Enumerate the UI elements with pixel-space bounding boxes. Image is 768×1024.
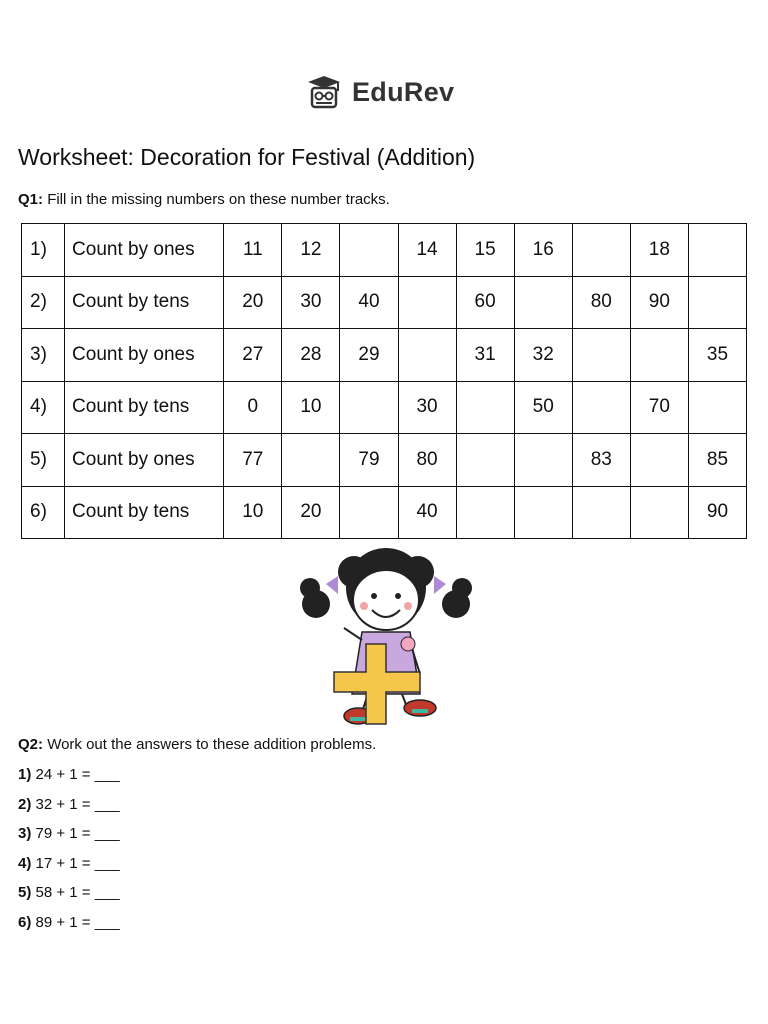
track-cell: 30 bbox=[282, 276, 340, 329]
track-row bbox=[22, 224, 747, 277]
track-cell: 29 bbox=[340, 329, 398, 382]
q2-label: Q2: bbox=[18, 736, 44, 753]
track-row-number: 2) bbox=[22, 276, 65, 329]
track-blank-cell bbox=[514, 276, 572, 329]
track-cell: 16 bbox=[514, 224, 572, 277]
track-cell: 20 bbox=[224, 276, 282, 329]
track-row bbox=[22, 329, 747, 382]
track-row-label: Count by ones bbox=[65, 329, 224, 382]
page-title: Worksheet: Decoration for Festival (Addition) bbox=[18, 144, 476, 170]
addition-problem bbox=[18, 913, 120, 943]
q1-instruction bbox=[18, 191, 390, 208]
track-row-label: Count by tens bbox=[65, 381, 224, 434]
track-cell: 83 bbox=[572, 434, 630, 487]
track-cell: 18 bbox=[630, 224, 688, 277]
problem-expression: 24 + 1 = ___ bbox=[35, 766, 120, 783]
track-blank-cell bbox=[688, 381, 746, 434]
q1-label: Q1: bbox=[18, 191, 44, 208]
problem-number: 2) bbox=[18, 795, 32, 813]
addition-problem bbox=[18, 824, 120, 854]
track-cell: 85 bbox=[688, 434, 746, 487]
q2-instruction bbox=[18, 736, 376, 753]
track-cell: 77 bbox=[224, 434, 282, 487]
track-cell: 40 bbox=[398, 486, 456, 539]
track-cell: 40 bbox=[340, 276, 398, 329]
q2-text: Work out the answers to these addition problems. bbox=[47, 736, 377, 753]
track-cell: 28 bbox=[282, 329, 340, 382]
track-cell: 0 bbox=[224, 381, 282, 434]
track-blank-cell bbox=[572, 329, 630, 382]
problem-expression: 17 + 1 = ___ bbox=[35, 854, 120, 872]
problem-number: 3) bbox=[18, 825, 32, 842]
track-cell: 50 bbox=[514, 381, 572, 434]
track-cell: 32 bbox=[514, 329, 572, 382]
track-row bbox=[22, 434, 747, 487]
problem-expression: 32 + 1 = ___ bbox=[35, 795, 120, 813]
track-cell: 35 bbox=[688, 329, 746, 382]
track-row-label: Count by ones bbox=[65, 224, 224, 277]
addition-problem bbox=[18, 765, 120, 795]
track-row-number: 1) bbox=[22, 224, 65, 277]
track-blank-cell bbox=[572, 486, 630, 539]
addition-problems-list bbox=[18, 765, 120, 942]
track-blank-cell bbox=[456, 486, 514, 539]
girl-with-plus-sign-illustration bbox=[296, 544, 476, 730]
track-cell: 12 bbox=[282, 224, 340, 277]
track-cell: 14 bbox=[398, 224, 456, 277]
brand-name: EduRev bbox=[352, 76, 455, 107]
track-blank-cell bbox=[456, 381, 514, 434]
q1-text: Fill in the missing numbers on these number tracks. bbox=[47, 191, 390, 208]
track-row-label: Count by tens bbox=[65, 486, 224, 539]
track-blank-cell bbox=[688, 224, 746, 277]
track-cell: 27 bbox=[224, 329, 282, 382]
number-tracks-table bbox=[21, 223, 747, 539]
addition-problem bbox=[18, 854, 120, 884]
track-blank-cell bbox=[514, 434, 572, 487]
track-blank-cell bbox=[398, 329, 456, 382]
track-blank-cell bbox=[340, 224, 398, 277]
track-row-label: Count by tens bbox=[65, 276, 224, 329]
problem-number: 6) bbox=[18, 913, 32, 931]
edurev-logo bbox=[304, 74, 454, 110]
track-row-number: 3) bbox=[22, 329, 65, 382]
addition-problem bbox=[18, 795, 120, 825]
track-row bbox=[22, 276, 747, 329]
track-cell: 10 bbox=[224, 486, 282, 539]
track-blank-cell bbox=[340, 486, 398, 539]
track-cell: 10 bbox=[282, 381, 340, 434]
track-blank-cell bbox=[630, 329, 688, 382]
graduation-cap-icon bbox=[304, 74, 344, 110]
track-blank-cell bbox=[282, 434, 340, 487]
track-cell: 80 bbox=[398, 434, 456, 487]
track-cell: 90 bbox=[688, 486, 746, 539]
track-row bbox=[22, 381, 747, 434]
problem-number: 5) bbox=[18, 884, 32, 901]
problem-number: 1) bbox=[18, 766, 32, 783]
track-cell: 15 bbox=[456, 224, 514, 277]
track-row bbox=[22, 486, 747, 539]
track-cell: 79 bbox=[340, 434, 398, 487]
track-blank-cell bbox=[572, 224, 630, 277]
track-cell: 60 bbox=[456, 276, 514, 329]
problem-expression: 89 + 1 = ___ bbox=[35, 913, 120, 931]
track-blank-cell bbox=[630, 486, 688, 539]
track-cell: 70 bbox=[630, 381, 688, 434]
addition-problem bbox=[18, 883, 120, 913]
problem-expression: 58 + 1 = ___ bbox=[35, 884, 120, 901]
track-cell: 20 bbox=[282, 486, 340, 539]
track-blank-cell bbox=[630, 434, 688, 487]
problem-number: 4) bbox=[18, 854, 32, 872]
track-cell: 80 bbox=[572, 276, 630, 329]
track-row-number: 6) bbox=[22, 486, 65, 539]
track-blank-cell bbox=[456, 434, 514, 487]
track-cell: 11 bbox=[224, 224, 282, 277]
track-row-number: 5) bbox=[22, 434, 65, 487]
track-cell: 31 bbox=[456, 329, 514, 382]
track-cell: 90 bbox=[630, 276, 688, 329]
track-row-label: Count by ones bbox=[65, 434, 224, 487]
track-blank-cell bbox=[514, 486, 572, 539]
track-cell: 30 bbox=[398, 381, 456, 434]
track-blank-cell bbox=[398, 276, 456, 329]
track-blank-cell bbox=[340, 381, 398, 434]
track-row-number: 4) bbox=[22, 381, 65, 434]
track-blank-cell bbox=[688, 276, 746, 329]
problem-expression: 79 + 1 = ___ bbox=[35, 825, 120, 842]
track-blank-cell bbox=[572, 381, 630, 434]
